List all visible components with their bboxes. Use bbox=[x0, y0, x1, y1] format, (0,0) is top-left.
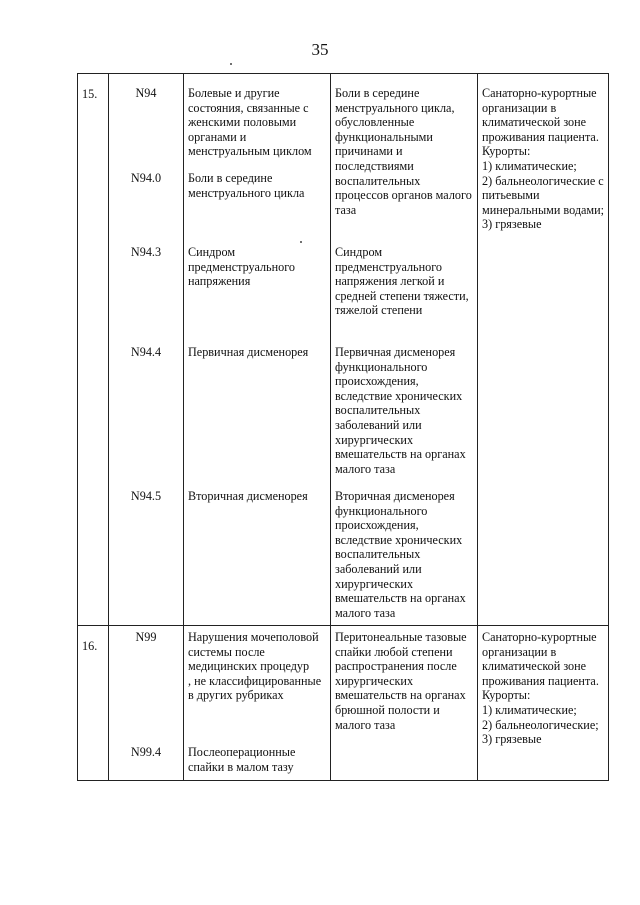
row-number: 15. bbox=[78, 74, 109, 626]
diagnosis-name: Синдром предменструального напряжения bbox=[188, 245, 296, 289]
diagnosis-name: Болевые и другие состояния, связанные с женскими половыми органами и менструальным циклом bbox=[188, 86, 312, 159]
page-number: 35 bbox=[311, 40, 329, 59]
table-row bbox=[78, 626, 609, 781]
scan-speck bbox=[230, 63, 232, 65]
names-cell bbox=[184, 74, 331, 626]
diagnosis-name: Нарушения мочеполовой системы после медицинских процедур , не классифицированные в других рубриках bbox=[188, 630, 322, 703]
resort-item: 1) климатические; bbox=[482, 158, 577, 173]
resort-cell bbox=[478, 626, 609, 781]
resort-item: 1) климатические; bbox=[482, 702, 577, 717]
diagnosis-code: N94.4 bbox=[130, 345, 162, 359]
codes-cell bbox=[109, 74, 184, 626]
resort-item: 3) грязевые bbox=[482, 732, 542, 747]
resort-cell bbox=[478, 74, 609, 626]
row-number: 16. bbox=[78, 626, 109, 781]
diagnosis-code: N94.0 bbox=[130, 171, 162, 185]
indication-text: Первичная дисменорея функционального происхождения, вследствие хронических воспалительных заболеваний или хирургических вмешательств на органах малого таза bbox=[335, 345, 466, 476]
treatment-table bbox=[77, 73, 609, 781]
diagnosis-code: N99.4 bbox=[130, 745, 162, 759]
resort-intro: Санаторно-курортные организации в климатической зоне проживания пациента. bbox=[482, 630, 599, 688]
codes-cell bbox=[109, 626, 184, 781]
indication-text: Боли в середине менструального цикла, обусловленные функциональными причинами и последствиями воспалительных процессов органов малого таза bbox=[335, 86, 472, 217]
entry-divider bbox=[104, 780, 325, 781]
indication-text: Синдром предменструального напряжения легкой и средней степени тяжести, тяжелой степени bbox=[335, 245, 469, 318]
diagnosis-name: Первичная дисменорея bbox=[188, 345, 309, 359]
diagnosis-name: Послеоперационные спайки в малом тазу bbox=[188, 745, 296, 774]
diagnosis-name: Вторичная дисменорея bbox=[188, 489, 308, 503]
names-cell bbox=[184, 626, 331, 781]
indication-text: Вторичная дисменорея функционального происхождения, вследствие хронических воспалительных заболеваний или хирургических вмешательств на органах малого таза bbox=[335, 489, 466, 620]
diagnosis-code: N99 bbox=[135, 630, 157, 644]
table-row bbox=[78, 74, 609, 626]
indications-cell bbox=[331, 74, 478, 626]
diagnosis-code: N94.3 bbox=[130, 245, 162, 259]
diagnosis-code: N94 bbox=[135, 86, 157, 100]
resort-label: Курорты: bbox=[482, 688, 531, 703]
indications-cell bbox=[331, 626, 478, 781]
diagnosis-code: N94.5 bbox=[130, 489, 162, 503]
resort-item: 3) грязевые bbox=[482, 217, 542, 232]
indication-text: Перитонеальные тазовые спайки любой степени распространения после хирургических вмешательств на органах брюшной полости и малого таза bbox=[335, 630, 467, 732]
resort-item: 2) бальнеологические; bbox=[482, 717, 599, 732]
diagnosis-name: Боли в середине менструального цикла bbox=[188, 171, 305, 200]
resort-label: Курорты: bbox=[482, 144, 531, 159]
resort-item: 2) бальнеологические с питьевыми минеральными водами; bbox=[482, 173, 605, 217]
resort-intro: Санаторно-курортные организации в климатической зоне проживания пациента. bbox=[482, 86, 599, 144]
